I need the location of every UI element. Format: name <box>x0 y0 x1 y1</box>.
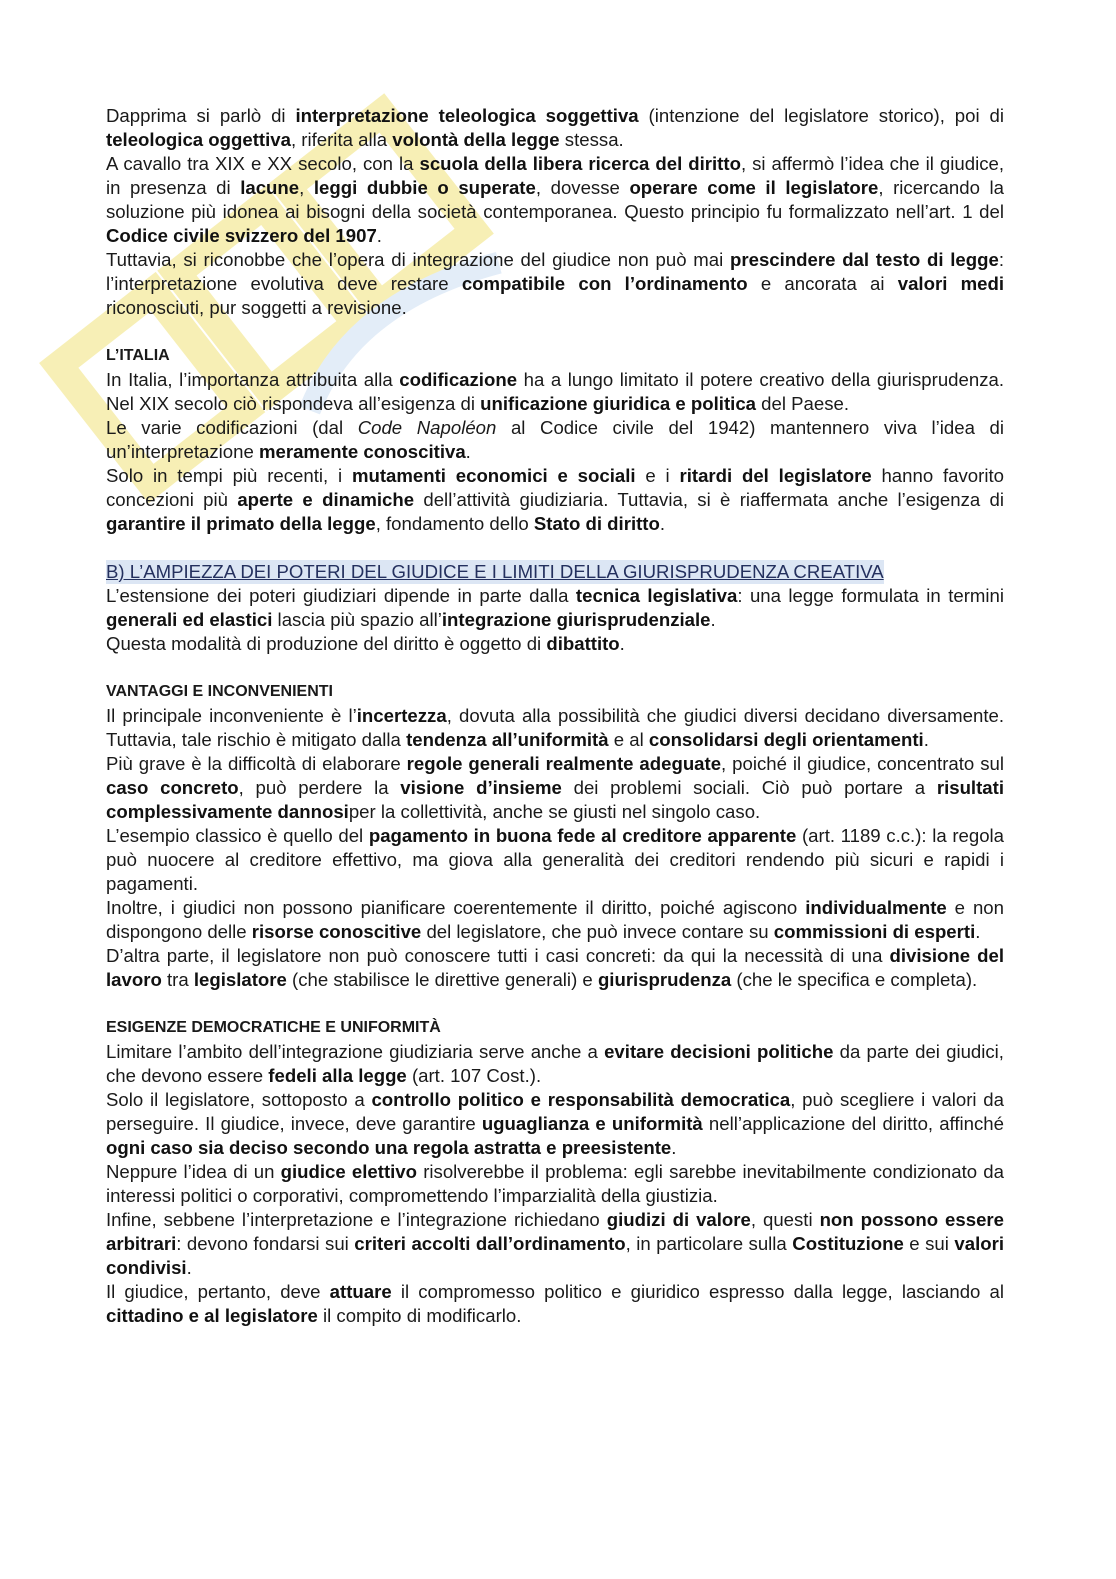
bold-term: pagamento in buona fede al creditore apparente <box>368 825 797 846</box>
text-run: L’estensione dei poteri giudiziari dipende in parte dalla <box>106 585 576 606</box>
bold-term: Stato di diritto <box>533 513 660 534</box>
bold-term: giurisprudenza <box>597 969 732 990</box>
intro-paragraph <box>106 104 1004 152</box>
text-run: ha a lungo limitato il potere creativo della giurisprudenza. Nel XIX secolo ciò rispondeva all’esigenza di <box>106 369 1004 414</box>
italia-paragraph <box>106 416 1004 464</box>
text-run: Solo in tempi più recenti, i <box>106 465 352 486</box>
vantaggi-paragraph <box>106 896 1004 944</box>
text-run: : devono fondarsi sui <box>176 1233 355 1254</box>
esigenze-paragraph <box>106 1088 1004 1160</box>
bold-term: codificazione <box>399 369 518 390</box>
intro-section <box>106 104 1004 320</box>
text-run: e sui <box>903 1233 955 1254</box>
esigenze-section <box>106 1016 1004 1328</box>
text-run: risolverebbe il problema: egli sarebbe inevitabilmente condizionato da interessi politici o corporativi, compromettendo l’imparzialità della giustizia. <box>106 1161 1004 1206</box>
section-b <box>106 560 1004 656</box>
text-run: , questi <box>750 1209 820 1230</box>
bold-term: leggi dubbie o superate <box>313 177 536 198</box>
bold-term: incertezza <box>356 705 447 726</box>
text-run: da parte dei giudici, che devono essere <box>106 1041 1004 1086</box>
text-run: . <box>376 225 382 246</box>
bold-term: commissioni di esperti <box>773 921 976 942</box>
text-run: , dovuta alla possibilità che giudici diversi decidano diversamente. Tuttavia, tale rischio è mitigato dalla <box>106 705 1004 750</box>
bold-term: giudizi di valore <box>606 1209 751 1230</box>
bold-term: risultati complessivamente dannosi <box>106 777 1004 822</box>
bold-term: non possono essere arbitrari <box>106 1209 1004 1254</box>
text-run: e i <box>635 465 680 486</box>
section-b-paragraph <box>106 632 1004 656</box>
text-run: D’altra parte, il legislatore non può conoscere tutti i casi concreti: da qui la necessità di una <box>106 945 890 966</box>
text-run: Il giudice, pertanto, deve <box>106 1281 330 1302</box>
text-run: lascia più spazio all’ <box>272 609 442 630</box>
text-run: (art. 1189 c.c.): la regola può nuocere al creditore effettivo, ma giova alla generalità dei creditori rendendo più sicuri e rapidi i pagamenti. <box>106 825 1005 894</box>
bold-term: teleologica oggettiva <box>106 129 291 150</box>
text-run: . <box>659 513 666 534</box>
text-run: . <box>619 633 625 654</box>
bold-term: tendenza all’uniformità <box>406 729 609 750</box>
text-run: : l’interpretazione evolutiva deve restare <box>106 249 1004 294</box>
text-run: , può perdere la <box>238 777 401 798</box>
bold-term: controllo politico e responsabilità democratica <box>371 1089 791 1110</box>
text-run: . <box>186 1257 192 1278</box>
text-run: , in particolare sulla <box>625 1233 793 1254</box>
bold-term: interpretazione teleologica soggettiva <box>295 105 639 126</box>
vantaggi-paragraph <box>106 944 1004 992</box>
text-run: , poiché il giudice, concentrato sul <box>721 753 1004 774</box>
text-run: . <box>710 609 716 630</box>
text-run: tra <box>161 969 194 990</box>
text-run: del legislatore, che può invece contare su <box>421 921 774 942</box>
esigenze-paragraph <box>106 1160 1004 1208</box>
text-run: e non dispongono delle <box>106 897 1004 942</box>
esigenze-paragraph <box>106 1280 1004 1328</box>
text-run: Neppure l’idea di un <box>106 1161 281 1182</box>
text-run: , ricercando la soluzione più idonea ai bisogni della società contemporanea. Questo principio fu formalizzato nell’art. 1 del <box>106 177 1004 222</box>
text-run: , <box>299 177 314 198</box>
esigenze-heading: ESIGENZE DEMOCRATICHE E UNIFORMITÀ <box>106 1019 441 1036</box>
text-run: . <box>975 921 981 942</box>
bold-term: individualmente <box>805 897 947 918</box>
bold-term: consolidarsi degli orientamenti <box>648 729 924 750</box>
bold-term: garantire il primato della legge <box>106 513 376 534</box>
bold-term: compatibile con l’ordinamento <box>461 273 748 294</box>
bold-term: tecnica legislativa <box>575 585 738 606</box>
esigenze-paragraph <box>106 1208 1004 1280</box>
bold-term: cittadino e al legislatore <box>106 1305 318 1326</box>
bold-term: regole generali realmente adeguate <box>406 753 722 774</box>
vantaggi-paragraph <box>106 704 1004 752</box>
bold-term: caso concreto <box>106 777 239 798</box>
text-run: e al <box>608 729 649 750</box>
text-run: Infine, sebbene l’interpretazione e l’integrazione richiedano <box>106 1209 607 1230</box>
italia-paragraph <box>106 368 1004 416</box>
bold-term: dibattito <box>546 633 620 654</box>
vantaggi-heading: VANTAGGI E INCONVENIENTI <box>106 683 333 700</box>
text-run: per la collettività, anche se giusti nel singolo caso. <box>348 801 761 822</box>
bold-term: legislatore <box>193 969 287 990</box>
bold-term: lacune <box>240 177 300 198</box>
text-run: Il principale inconveniente è l’ <box>106 705 357 726</box>
text-run: del Paese. <box>756 393 850 414</box>
bold-term: mutamenti economici e sociali <box>351 465 636 486</box>
text-run: . <box>671 1137 677 1158</box>
text-run: Solo il legislatore, sottoposto a <box>106 1089 372 1110</box>
text-run: hanno favorito concezioni più <box>106 465 1004 510</box>
text-run: , si affermò l’idea che il giudice, in presenza di <box>106 153 1005 198</box>
bold-term: generali ed elastici <box>106 609 273 630</box>
text-run: Limitare l’ambito dell’integrazione giudiziaria serve anche a <box>106 1041 605 1062</box>
bold-term: integrazione giurisprudenziale <box>441 609 711 630</box>
bold-term: uguaglianza e uniformità <box>481 1113 703 1134</box>
esigenze-paragraph <box>106 1040 1004 1088</box>
bold-term: unificazione giuridica e politica <box>480 393 757 414</box>
text-run: Tuttavia, si riconobbe che l’opera di integrazione del giudice non può mai <box>106 249 731 270</box>
text-run: il compito di modificarlo. <box>317 1305 522 1326</box>
text-run: A cavallo tra XIX e XX secolo, con la <box>106 153 420 174</box>
text-run: e ancorata ai <box>747 273 898 294</box>
bold-term: Codice civile svizzero del 1907 <box>106 225 377 246</box>
text-run: : una legge formulata in termini <box>737 585 1004 606</box>
text-run: , riferita alla <box>290 129 393 150</box>
italia-section <box>106 344 1004 536</box>
text-run: Questa modalità di produzione del diritto è oggetto di <box>106 633 547 654</box>
bold-term: divisione del lavoro <box>106 945 1004 990</box>
bold-term: operare come il legislatore <box>629 177 879 198</box>
document-page <box>106 104 1004 1328</box>
text-run: (che stabilisce le direttive generali) e <box>286 969 598 990</box>
text-run: dei problemi sociali. Ciò può portare a <box>561 777 937 798</box>
vantaggi-section <box>106 680 1004 992</box>
bold-term: scuola della libera ricerca del diritto <box>419 153 741 174</box>
text-run: riconosciuti, pur soggetti a revisione. <box>106 297 407 318</box>
vantaggi-paragraph <box>106 752 1004 824</box>
text-run: . <box>923 729 929 750</box>
text-run: , dovesse <box>535 177 630 198</box>
text-run: stessa. <box>559 129 624 150</box>
section-b-paragraph <box>106 584 1004 632</box>
text-run: . <box>465 441 471 462</box>
bold-term: risorse conoscitive <box>251 921 422 942</box>
italia-heading: L’ITALIA <box>106 347 170 364</box>
bold-term: evitare decisioni politiche <box>604 1041 834 1062</box>
italia-paragraph <box>106 464 1004 536</box>
text-run: (art. 107 Cost.). <box>406 1065 542 1086</box>
intro-paragraph <box>106 152 1004 248</box>
bold-term: volontà della legge <box>392 129 560 150</box>
bold-term: valori condivisi <box>106 1233 1004 1278</box>
bold-term: meramente conoscitiva <box>258 441 466 462</box>
bold-term: criteri accolti dall’ordinamento <box>354 1233 626 1254</box>
italic-term: Code Napoléon <box>357 417 497 438</box>
bold-term: attuare <box>329 1281 392 1302</box>
bold-term: valori medi <box>897 273 1004 294</box>
bold-term: Costituzione <box>792 1233 904 1254</box>
text-run: nell’applicazione del diritto, affinché <box>702 1113 1004 1134</box>
text-run: dell’attività giudiziaria. Tuttavia, si è riaffermata anche l’esigenza di <box>414 489 1004 510</box>
text-run: Dapprima si parlò di <box>106 105 296 126</box>
text-run: Inoltre, i giudici non possono pianificare coerentemente il diritto, poiché agiscono <box>106 897 806 918</box>
bold-term: giudice elettivo <box>280 1161 418 1182</box>
section-b-title: B) L’AMPIEZZA DEI POTERI DEL GIUDICE E I LIMITI DELLA GIURISPRUDENZA CREATIVA <box>106 561 884 582</box>
bold-term: ogni caso sia deciso secondo una regola astratta e preesistente <box>106 1137 672 1158</box>
text-run: (che le specifica e completa). <box>731 969 978 990</box>
text-run: , può scegliere i valori da perseguire. Il giudice, invece, deve garantire <box>106 1089 1004 1134</box>
text-run: , fondamento dello <box>375 513 534 534</box>
text-run: (intenzione del legislatore storico), poi di <box>638 105 1004 126</box>
bold-term: prescindere dal testo di legge <box>730 249 999 270</box>
text-run: L’esempio classico è quello del <box>106 825 369 846</box>
bold-term: visione d’insieme <box>400 777 562 798</box>
vantaggi-paragraph <box>106 824 1004 896</box>
text-run: il compromesso politico e giuridico espresso dalla legge, lasciando al <box>391 1281 1005 1302</box>
text-run: Più grave è la difficoltà di elaborare <box>106 753 407 774</box>
text-run: Le varie codificazioni (dal <box>106 417 358 438</box>
text-run: In Italia, l’importanza attribuita alla <box>106 369 400 390</box>
text-run: al Codice civile del 1942) mantennero viva l’idea di un’interpretazione <box>106 417 1005 462</box>
bold-term: aperte e dinamiche <box>237 489 415 510</box>
bold-term: fedeli alla legge <box>268 1065 407 1086</box>
bold-term: ritardi del legislatore <box>679 465 872 486</box>
intro-paragraph <box>106 248 1004 320</box>
